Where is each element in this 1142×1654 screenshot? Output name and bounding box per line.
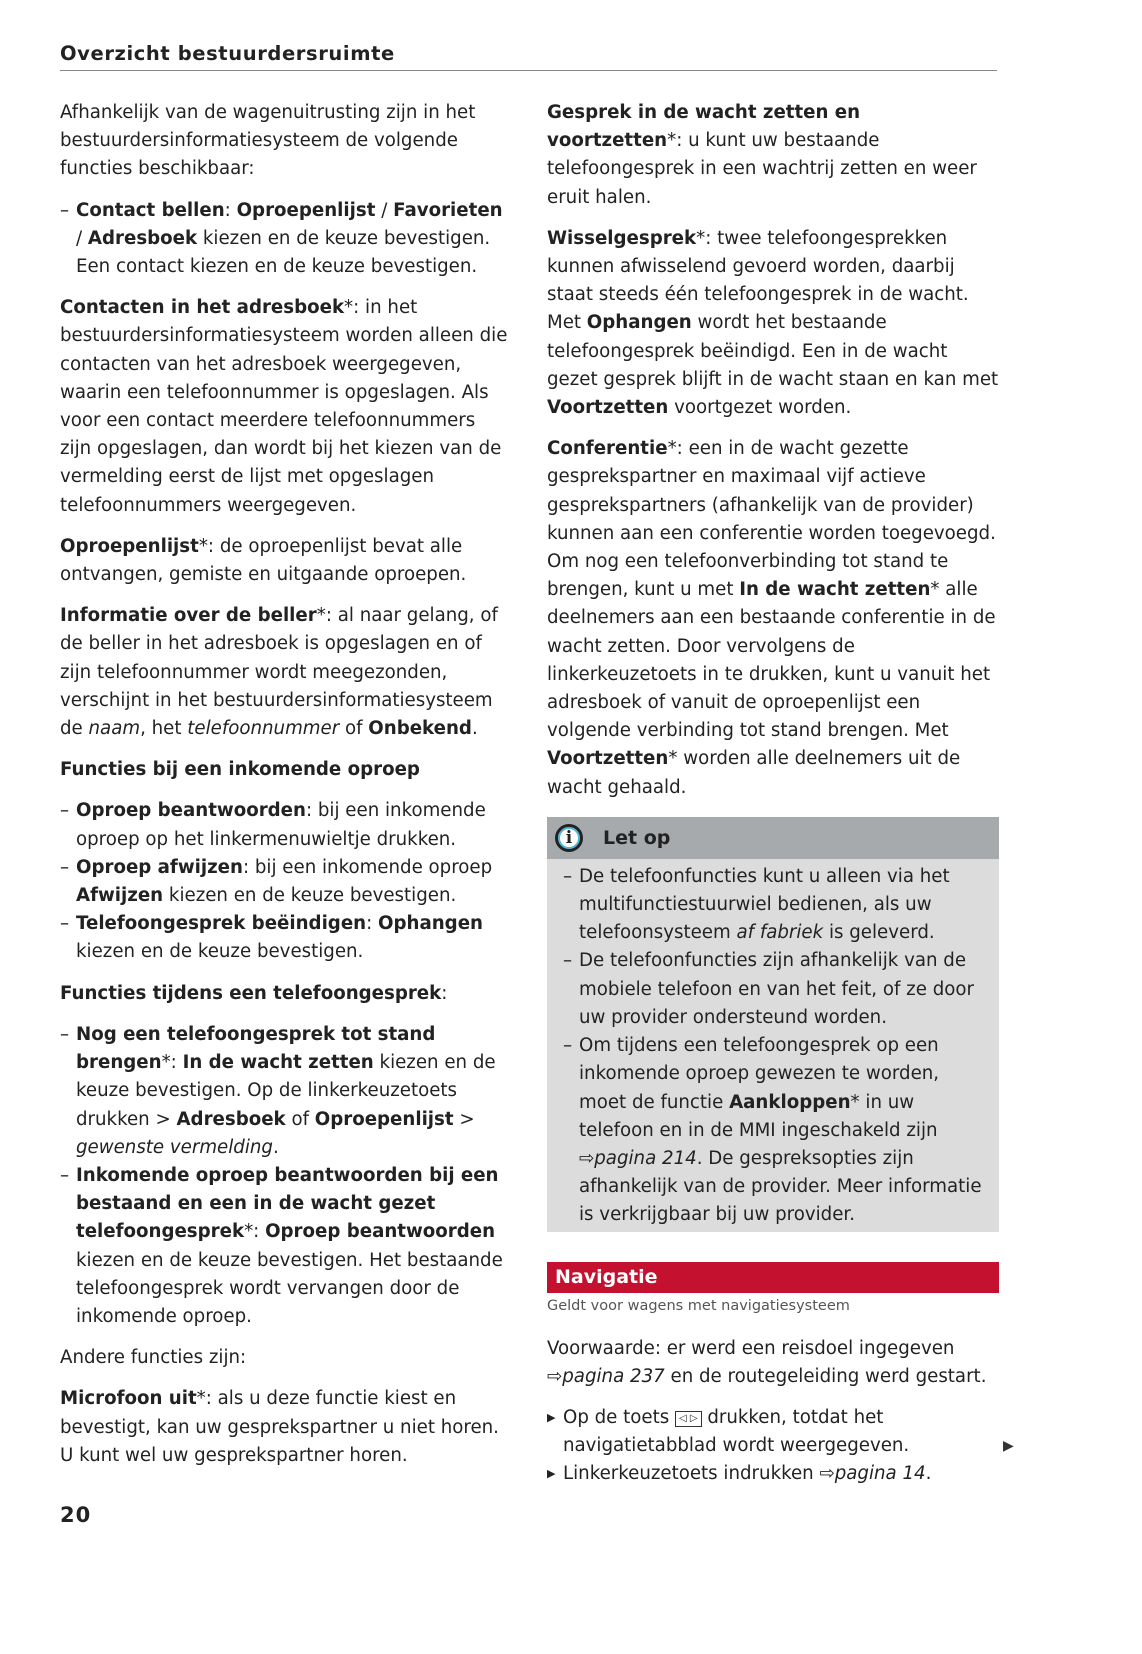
bold-term: Voortzetten (547, 748, 669, 770)
list-item (60, 854, 512, 910)
bold-term: Ophangen (378, 913, 483, 935)
note-body (547, 859, 999, 1232)
text-run: De telefoonfuncties kunt u alleen via het multifunctiestuurwiel bedienen, als uw telefoonsysteem (579, 865, 950, 944)
paragraph (60, 294, 512, 520)
page-header-title: Overzicht bestuurdersruimte (60, 42, 997, 71)
paragraph (60, 980, 512, 1008)
bold-term: In de wacht zetten (182, 1052, 374, 1074)
text-run: > (453, 1108, 475, 1130)
text-run: * alle deelnemers aan een bestaande conferentie in de wacht zetten. Door vervolgens de linkerkeuzetoets in te drukken, kunt u vanuit het adresboek of vanuit de oproepenlijst een volgende verbinding tot stand brengen. Met (547, 579, 996, 742)
note-item (563, 947, 987, 1032)
note-title: Let op (603, 826, 671, 849)
bold-term: Oproepenlijst (314, 1108, 454, 1130)
section-applicability: Geldt voor wagens met navigatiesysteem (547, 1297, 850, 1314)
text-run: is geleverd. (823, 922, 935, 944)
bold-term: Oproepenlijst (60, 535, 199, 557)
bold-term: Nog een telefoongesprek tot stand brengen (76, 1023, 436, 1074)
bold-term: Conferentie (547, 438, 668, 460)
list-item (547, 1404, 999, 1460)
list-item (547, 1460, 999, 1488)
paragraph (60, 99, 512, 184)
text-run: *: al naar gelang, of de beller in het adresboek is opgeslagen en of zijn telefoonnummer wordt meegezonden, verschijnt in het bestuurdersinformatiesysteem de (60, 605, 498, 740)
text-run: Linkerkeuzetoets indrukken ⇨ (563, 1463, 835, 1485)
text-run: kiezen en de keuze bevestigen. Op de linkerkeuzetoets drukken > (76, 1052, 496, 1130)
list-item (60, 910, 512, 966)
bold-term: Contacten in het adresboek (60, 297, 345, 319)
text-run: / (375, 199, 394, 221)
bold-term: In de wacht zetten (739, 579, 931, 601)
right-column (547, 99, 999, 1502)
list-item (60, 197, 512, 282)
step-list (547, 1404, 999, 1489)
key-symbol: ◁ ▷ (675, 1411, 702, 1427)
page-number: 20 (60, 1503, 92, 1527)
text-run: of (339, 718, 369, 740)
bold-term: Oproep afwijzen (76, 856, 243, 878)
text-run: : (224, 199, 237, 221)
italic-term: pagina 237 (562, 1365, 665, 1387)
text-run: De telefoonfuncties zijn afhankelijk van de mobiele telefoon en van het feit, of ze door uw provider ondersteund worden. (579, 950, 974, 1028)
text-run: Voorwaarde: er werd een reisdoel ingegeven ⇨ (547, 1337, 955, 1387)
text-run: / (76, 227, 88, 249)
list-item (60, 1162, 512, 1331)
note-item (563, 1032, 987, 1229)
text-run: . (471, 718, 478, 740)
bold-term: Wisselgesprek (547, 227, 697, 249)
section-heading-navigatie: Navigatie (547, 1262, 999, 1293)
paragraph (547, 99, 999, 212)
italic-term: naam (88, 718, 141, 740)
text-run: : (441, 982, 448, 1004)
dash-list (60, 1021, 512, 1331)
text-run: *: een in de wacht gezette gesprekspartner en maximaal vijf actieve gesprekspartners (afhankelijk van de provider) kunnen aan een conferentie worden toegevoegd. Om nog een telefoonverbinding tot stand te brengen, kunt u met (547, 438, 996, 601)
text-run: *: u kunt uw bestaande telefoongesprek in een wachtrij zetten en weer eruit halen. (547, 130, 977, 208)
text-run: kiezen en de keuze bevestigen. (76, 941, 364, 963)
text-run: . De gespreksopties zijn afhankelijk van de provider. Meer informatie is verkrijgbaar bij uw provider. (579, 1147, 982, 1226)
text-run: kiezen en de keuze bevestigen. Het bestaande telefoongesprek wordt vervangen door de inkomende oproep. (76, 1249, 503, 1327)
bold-term: Adresboek (176, 1108, 286, 1130)
text-run: . (925, 1463, 932, 1485)
paragraph (60, 1344, 512, 1372)
text-run: . (272, 1136, 279, 1158)
note-header (547, 817, 999, 859)
text-run: , het (140, 718, 188, 740)
text-run: : bij een inkomende oproep (242, 856, 493, 878)
text-run: *: (244, 1221, 266, 1243)
note-box (547, 817, 999, 1232)
text-run: Andere functies zijn: (60, 1347, 247, 1369)
italic-term: gewenste vermelding (76, 1136, 273, 1158)
text-run: drukken, totdat het navigatietabblad wordt weergegeven. (563, 1406, 910, 1457)
paragraph (60, 602, 512, 743)
left-column (60, 99, 512, 1483)
bold-term: Functies tijdens een telefoongesprek (60, 982, 442, 1004)
bold-term: Oproep beantwoorden (76, 800, 306, 822)
bold-term: Aankloppen (729, 1091, 851, 1113)
bold-term: Contact bellen (76, 199, 225, 221)
text-run: Om tijdens een telefoongesprek op een inkomende oproep gewezen te worden, moet de functie (579, 1035, 940, 1113)
bold-term: Adresboek (87, 227, 198, 249)
text-run: Afhankelijk van de wagenuitrusting zijn in het bestuurdersinformatiesysteem de volgende functies beschikbaar: (60, 102, 476, 180)
note-item (563, 863, 987, 948)
bold-term: Informatie over de beller (60, 605, 317, 627)
text-run: kiezen en de keuze bevestigen. (163, 885, 457, 907)
paragraph (60, 533, 512, 589)
dash-list (60, 797, 512, 966)
italic-term: pagina 214 (594, 1147, 697, 1169)
list-item (60, 1021, 512, 1162)
info-icon: i (555, 824, 583, 852)
bold-term: Microfoon uit (60, 1388, 197, 1410)
text-run: *: in het bestuurdersinformatiesysteem worden alleen die contacten van het adresboek weergegeven, waarin een telefoonnummer is opgeslagen. Als voor een contact meerdere telefoonnummers zijn opgeslagen, dan wordt bij het kiezen van de vermelding eerst de lijst met opgeslagen telefoonnummers weergegeven. (60, 297, 508, 516)
italic-term: telefoonnummer (187, 718, 340, 740)
text-run: *: twee telefoongesprekken kunnen afwisselend gevoerd worden, daarbij staat steeds één telefoongesprek in de wacht. Met (547, 227, 969, 334)
text-run: en de routegeleiding werd gestart. (664, 1365, 987, 1387)
bold-term: Afwijzen (76, 885, 164, 907)
continue-arrow-icon: ▶ (1003, 1438, 1014, 1454)
text-run: *: de oproepenlijst bevat alle ontvangen, gemiste en uitgaande oproepen. (60, 535, 467, 586)
bold-term: Functies bij een inkomende oproep (60, 759, 420, 781)
bold-term: Inkomende oproep beantwoorden bij een bestaand en een in de wacht gezet telefoongesprek (76, 1164, 499, 1243)
bold-term: Favorieten (393, 199, 503, 221)
bold-term: Ophangen (586, 312, 692, 334)
bold-term: Onbekend (368, 718, 472, 740)
bold-term: Telefoongesprek beëindigen (76, 913, 367, 935)
text-run: *: (161, 1052, 183, 1074)
text-run: voortgezet worden. (668, 397, 852, 419)
text-run: : (366, 913, 379, 935)
paragraph (547, 225, 999, 422)
text-run: Op de toets (563, 1406, 675, 1428)
text-run: * in uw telefoon en in de MMI ingeschakeld zijn ⇨ (579, 1091, 938, 1169)
text-run: : bij een inkomende oproep op het linkermenuwieltje drukken. (76, 800, 486, 850)
text-run: * worden alle deelnemers uit de wacht gehaald. (547, 748, 961, 798)
paragraph (60, 1385, 512, 1470)
bold-term: Oproep beantwoorden (265, 1221, 496, 1243)
list-item (60, 797, 512, 853)
paragraph (547, 1335, 999, 1391)
paragraph (547, 435, 999, 802)
text-run: *: als u deze functie kiest en bevestigt, kan uw gesprekspartner u niet horen. U kunt wel uw gesprekspartner horen. (60, 1388, 499, 1466)
text-run: wordt het bestaande telefoongesprek beëindigd. Een in de wacht gezet gesprek blijft in de wacht staan en kan met (547, 312, 999, 390)
text-run: of (285, 1108, 315, 1130)
bold-term: Voortzetten (547, 397, 669, 419)
bold-term: Gesprek in de wacht zetten en voortzetten (547, 102, 861, 152)
italic-term: pagina 14 (834, 1463, 926, 1485)
italic-term: af fabriek (736, 922, 824, 944)
paragraph (60, 756, 512, 784)
bold-term: Oproepenlijst (236, 199, 376, 221)
dash-list (60, 197, 512, 282)
text-run: kiezen en de keuze bevestigen. Een contact kiezen en de keuze bevestigen. (76, 227, 491, 278)
